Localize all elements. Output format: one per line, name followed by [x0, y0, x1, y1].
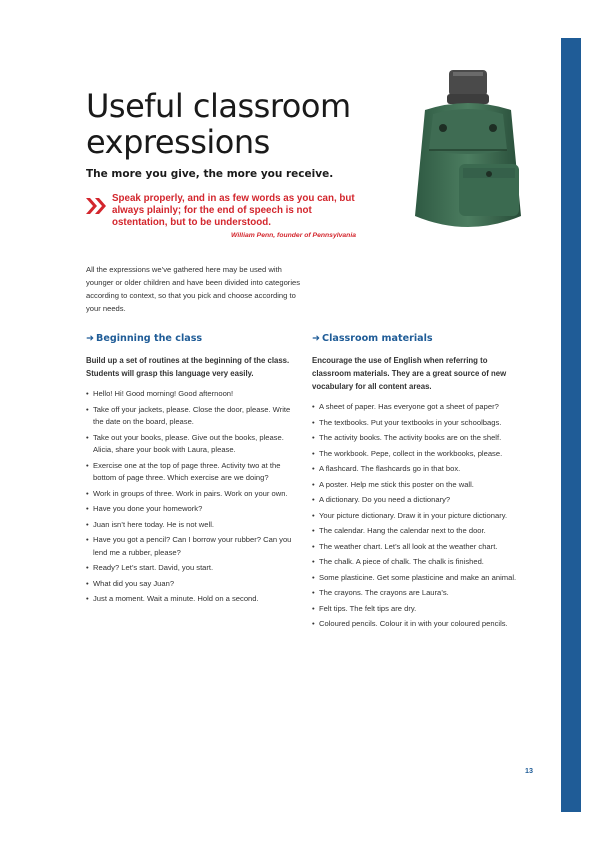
list-item: • Ready? Let’s start. David, you start. [86, 562, 298, 575]
list-item: • The workbook. Pepe, collect in the workbooks, please. [312, 448, 527, 461]
section-heading: ➜ Beginning the class [86, 333, 203, 344]
list-item: • Have you done your homework? [86, 503, 298, 516]
list-item: • The chalk. A piece of chalk. The chalk is finished. [312, 556, 527, 569]
list-item: • What did you say Juan? [86, 578, 298, 591]
list-item: • Your picture dictionary. Draw it in your picture dictionary. [312, 510, 527, 523]
list-item: • The weather chart. Let’s all look at the weather chart. [312, 541, 527, 554]
quote-text: Speak properly, and in as few words as you can, but always plainly; for the end of speech is not ostentation, but to be understood. [112, 193, 355, 228]
expression-list [312, 401, 527, 631]
list-item: • Exercise one at the top of page three. Activity two at the bottom of page three. Which exercise are we doing? [86, 460, 298, 485]
list-item: • A poster. Help me stick this poster on the wall. [312, 479, 527, 492]
list-item: • Just a moment. Wait a minute. Hold on a second. [86, 593, 298, 606]
canteen-photo [403, 66, 533, 242]
list-item: • Some plasticine. Get some plasticine and make an animal. [312, 572, 527, 585]
list-item: • The calendar. Hang the calendar next to the door. [312, 525, 527, 538]
list-item: • Felt tips. The felt tips are dry. [312, 603, 527, 616]
list-item: • Juan isn’t here today. He is not well. [86, 519, 298, 532]
list-item: • The crayons. The crayons are Laura’s. [312, 587, 527, 600]
list-item: • A flashcard. The flashcards go in that box. [312, 463, 527, 476]
list-item: • The activity books. The activity books are on the shelf. [312, 432, 527, 445]
arrow-right-icon: ➜ [312, 333, 321, 344]
list-item: • A sheet of paper. Has everyone got a sheet of paper? [312, 401, 527, 414]
section-lead: Encourage the use of English when referring to classroom materials. They are a great source of new vocabulary for all content areas. [312, 356, 507, 391]
section-heading: ➜ Classroom materials [312, 333, 433, 344]
section-lead: Build up a set of routines at the beginning of the class. Students will grasp this language very easily. [86, 356, 290, 378]
expression-list [86, 388, 298, 606]
tagline: The more you give, the more you receive. [86, 168, 334, 180]
section-classroom-materials [312, 333, 527, 634]
list-item: • Have you got a pencil? Can I borrow your rubber? Can you lend me a rubber, please? [86, 534, 298, 559]
list-item: • Coloured pencils. Colour it in with your coloured pencils. [312, 618, 527, 631]
double-chevron-icon [86, 196, 108, 216]
page-edge-bar [561, 38, 581, 812]
arrow-right-icon: ➜ [86, 333, 95, 344]
page-number: 13 [525, 766, 533, 775]
list-item: • Take off your jackets, please. Close the door, please. Write the date on the board, please. [86, 404, 298, 429]
list-item: • The textbooks. Put your textbooks in your schoolbags. [312, 417, 527, 430]
page-title: Useful classroom expressions [86, 87, 351, 161]
quote-author: William Penn, founder of Pennsylvania [231, 232, 356, 239]
intro-paragraph: All the expressions we’ve gathered here may be used with younger or older children and have been divided into categories according to context, so that you pick and choose according to your needs. [86, 265, 301, 313]
list-item: • Work in groups of three. Work in pairs. Work on your own. [86, 488, 298, 501]
section-beginning-the-class [86, 333, 298, 609]
list-item: • A dictionary. Do you need a dictionary? [312, 494, 527, 507]
list-item: • Take out your books, please. Give out the books, please. Alicia, share your book with Laura, please. [86, 432, 298, 457]
list-item: • Hello! Hi! Good morning! Good afternoon! [86, 388, 298, 401]
